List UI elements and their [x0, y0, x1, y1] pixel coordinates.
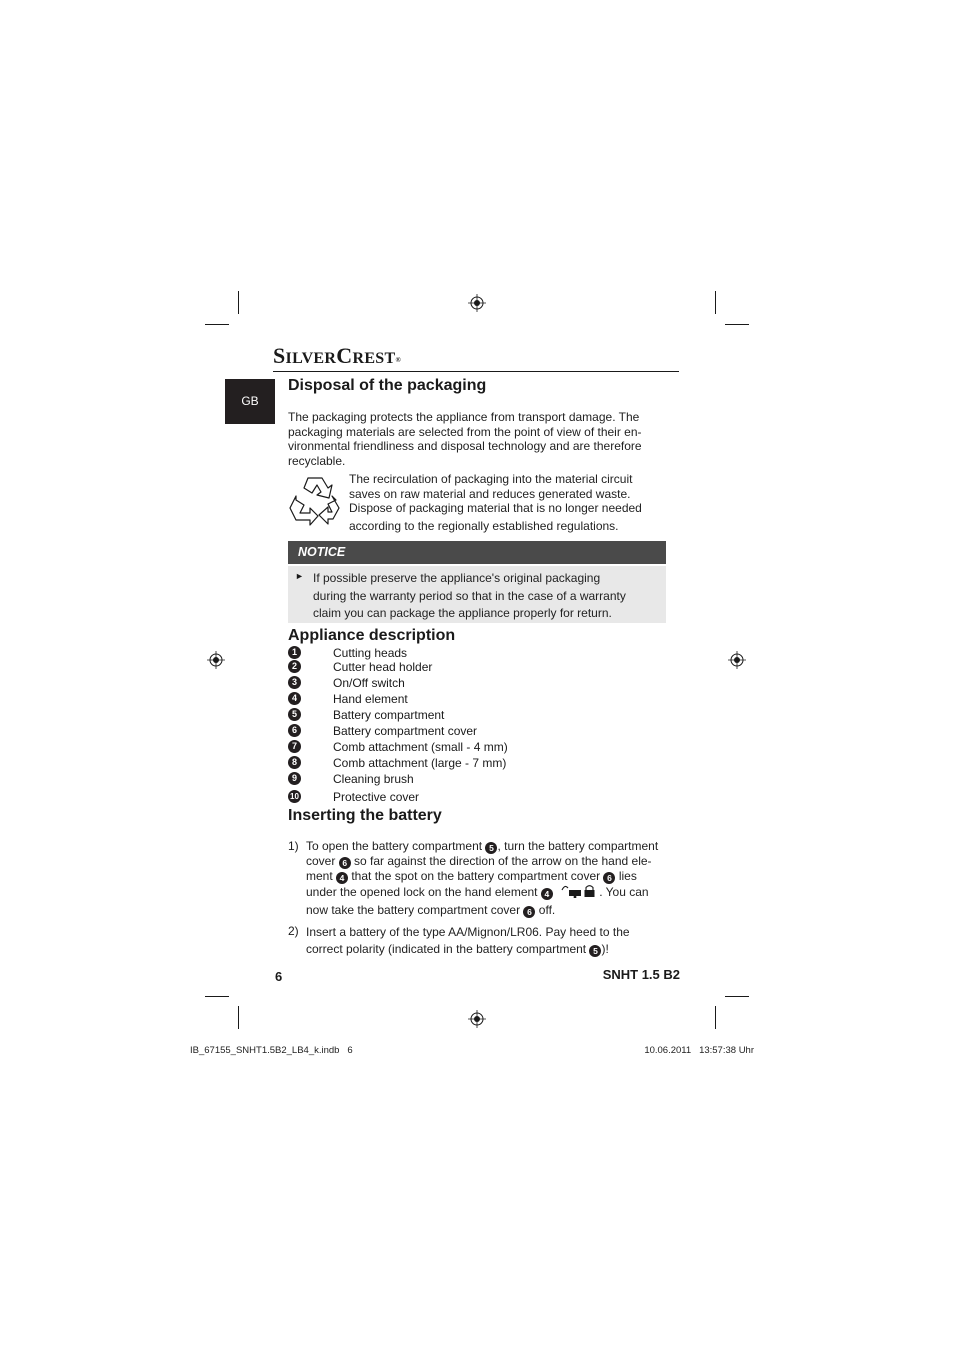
model-number: SNHT 1.5 B2 [602, 967, 680, 982]
notice-body: ► If possible preserve the appliance's original packaging during the warranty period so that in the case of a warranty claim you can package the appliance properly for return. [288, 566, 666, 623]
notice-header [288, 541, 666, 564]
notice-title: NOTICE [298, 545, 346, 559]
ref-badge: 5 [589, 945, 601, 957]
crop-mark [238, 291, 239, 314]
recycle-icon [288, 474, 346, 528]
ref-badge: 4 [541, 888, 553, 900]
lock-open-icon [559, 884, 599, 898]
page-number: 6 [275, 969, 283, 984]
recycle-paragraph: The recirculation of packaging into the material circuit saves on raw material and reduces generated waste. Dispose of packaging material that is no longer needed according to the regionally established regulations. [349, 472, 642, 534]
ref-badge: 6 [603, 872, 615, 884]
crop-mark [715, 291, 716, 314]
ref-badge: 4 [336, 872, 348, 884]
section-heading-battery: Inserting the battery [288, 807, 442, 824]
crop-mark [715, 1006, 716, 1029]
crop-mark [205, 996, 229, 997]
section-heading-disposal: Disposal of the packaging [288, 377, 487, 394]
step-text: To open the battery compartment 5 , turn the battery compartment cover 6 so far against the direction of the arrow on the hand ele- ment 4 that the spot on the battery compartment cover 6 lies under the opened lock on the hand element 4 . You can now take the battery compartment cover 6 off. [306, 839, 659, 917]
step-number: 1) [288, 839, 299, 853]
header-rule [273, 371, 679, 372]
date-slug: 10.06.2011 13:57:38 Uhr [644, 1045, 754, 1056]
crop-mark [725, 324, 749, 325]
crop-mark [205, 324, 229, 325]
bullet-arrow-icon: ► [295, 571, 304, 581]
ref-badge: 6 [523, 906, 535, 918]
file-slug: IB_67155_SNHT1.5B2_LB4_k.indb 6 [190, 1045, 353, 1056]
step-number: 2) [288, 924, 299, 938]
ref-badge: 6 [339, 857, 351, 869]
registration-mark-icon [468, 1010, 486, 1028]
brand-logo: SILVERCREST® [273, 343, 401, 368]
section-heading-appliance: Appliance description [288, 627, 456, 644]
crop-mark [238, 1006, 239, 1029]
language-tab: GB [225, 379, 275, 424]
registration-mark-icon [207, 651, 225, 669]
registration-mark-icon [728, 651, 746, 669]
registration-mark-icon [468, 294, 486, 312]
step-text: Insert a battery of the type AA/Mignon/LR06. Pay heed to the correct polarity (indicated in the battery compartment 5 )! [306, 925, 630, 956]
crop-mark [725, 996, 749, 997]
disposal-paragraph: The packaging protects the appliance from transport damage. The packaging materials are selected from the point of view of their en- vironmental friendliness and disposal technology and are therefore recyclable. [288, 410, 642, 468]
ref-badge: 5 [485, 842, 497, 854]
